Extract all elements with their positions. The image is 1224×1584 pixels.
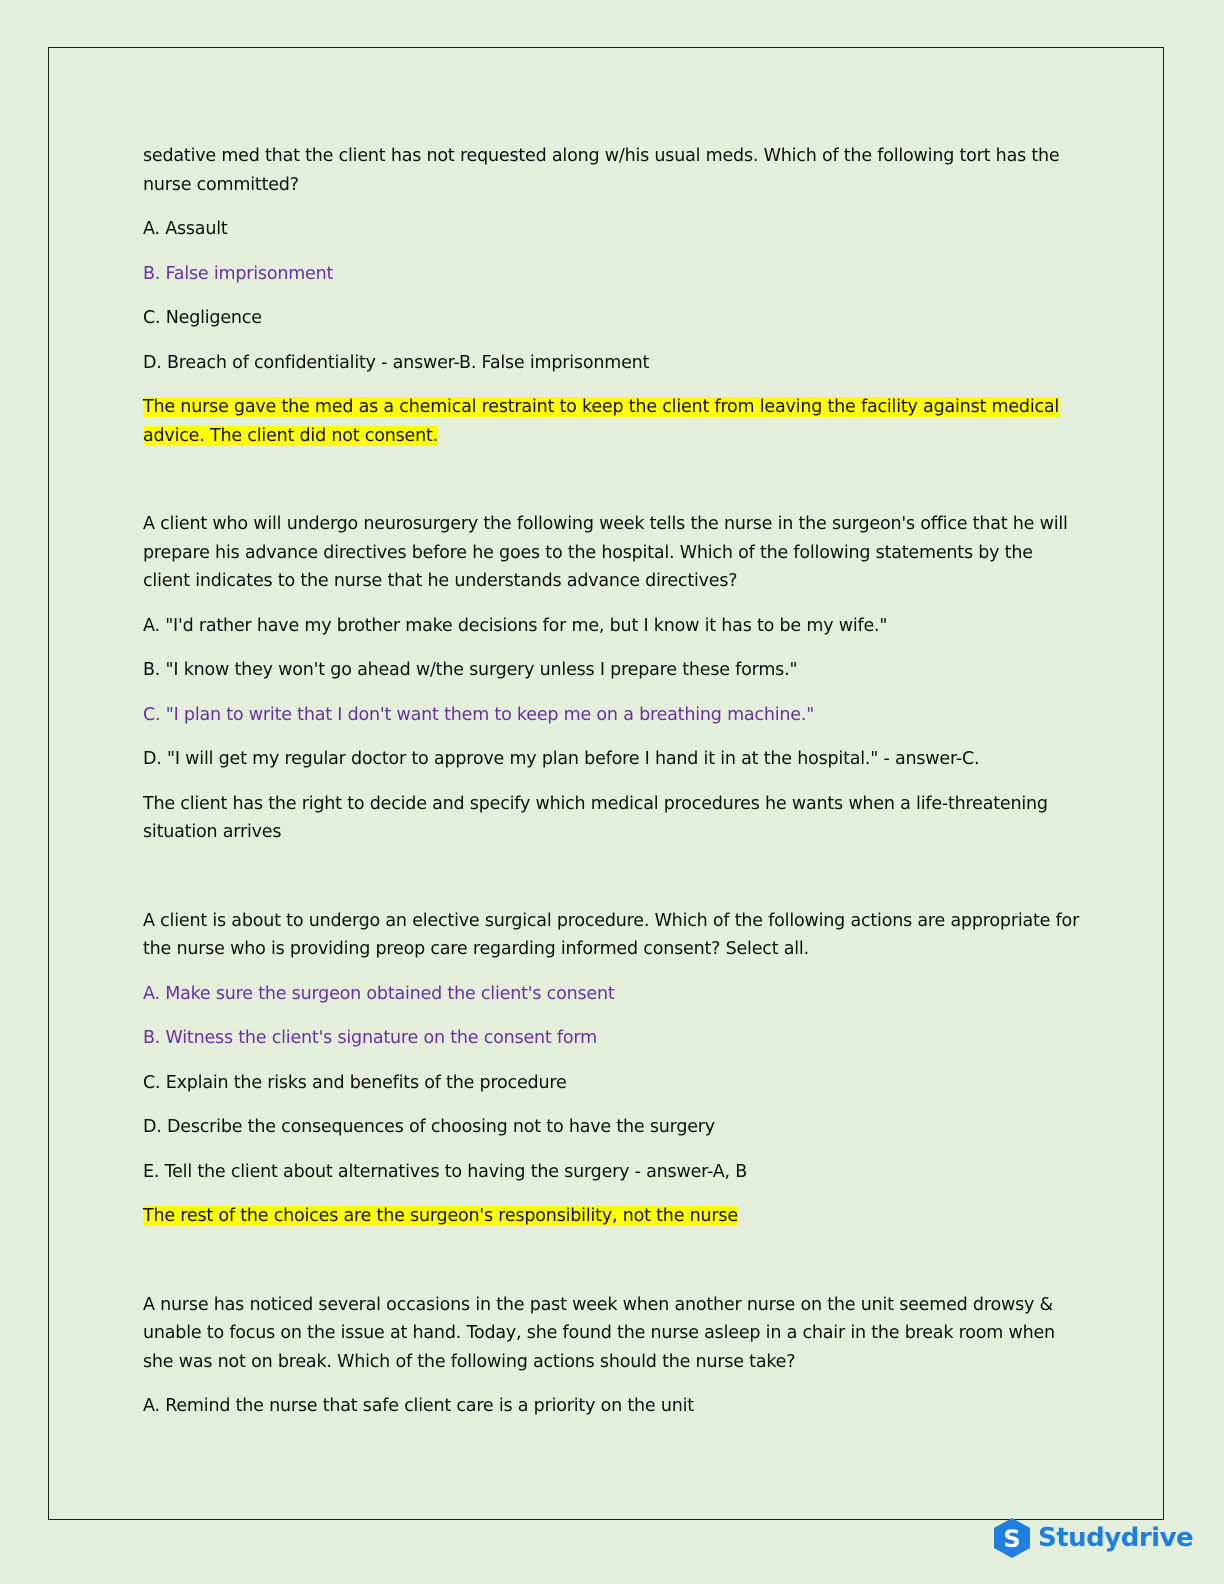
option-d-answer: D. Breach of confidentiality - answer-B. False imprisonment xyxy=(143,352,650,373)
studydrive-logo-icon xyxy=(992,1517,1032,1559)
studydrive-logo[interactable] xyxy=(992,1516,1193,1560)
logo-letter: S xyxy=(1003,1525,1021,1553)
option-c: C. Explain the risks and benefits of the procedure xyxy=(143,1072,567,1093)
option-b-correct: B. Witness the client's signature on the consent form xyxy=(143,1028,597,1048)
option-a-correct: A. Make sure the surgeon obtained the client's consent xyxy=(143,983,615,1004)
option-d-answer: D. "I will get my regular doctor to approve my plan before I hand it in at the hospital." - answer-C. xyxy=(143,749,980,769)
option-d: D. Describe the consequences of choosing not to have the surgery xyxy=(143,1117,715,1137)
option-b-correct: B. False imprisonment xyxy=(143,263,334,284)
rationale: The client has the right to decide and specify which medical procedures he wants when a life-threatening situation arrives xyxy=(143,793,1048,842)
option-b: B. "I know they won't go ahead w/the surgery unless I prepare these forms." xyxy=(143,660,798,680)
option-a: A. Remind the nurse that safe client care is a priority on the unit xyxy=(143,1396,694,1416)
option-c-correct: C. "I plan to write that I don't want them to keep me on a breathing machine." xyxy=(143,704,815,725)
option-c: C. Negligence xyxy=(143,308,262,328)
rationale xyxy=(143,393,1083,450)
brand-name: Studydrive xyxy=(1038,1523,1194,1553)
question-stem: A client who will undergo neurosurgery the following week tells the nurse in the surgeon's office that he will prepare his advance directives before he goes to the hospital. Which of the following statements by the client indicates to the nurse that he understands advance directives? xyxy=(143,514,1068,591)
rationale-highlight: The rest of the choices are the surgeon's responsibility, not the nurse xyxy=(143,1206,738,1226)
option-a: A. Assault xyxy=(143,219,228,239)
option-a: A. "I'd rather have my brother make decisions for me, but I know it has to be my wife." xyxy=(143,615,888,636)
question-stem: A nurse has noticed several occasions in the past week when another nurse on the unit seemed drowsy & unable to focus on the issue at hand. Today, she found the nurse asleep in a chair in the break room when she was not on break. Which of the following actions should the nurse take? xyxy=(143,1294,1055,1372)
option-e-answer: E. Tell the client about alternatives to having the surgery - answer-A, B xyxy=(143,1161,748,1182)
question-stem-continuation: sedative med that the client has not requested along w/his usual meds. Which of the following tort has the nurse committed? xyxy=(143,146,1060,195)
question-stem: A client is about to undergo an elective surgical procedure. Which of the following actions are appropriate for the nurse who is providing preop care regarding informed consent? Select all. xyxy=(143,910,1080,959)
document-body xyxy=(143,142,1083,1437)
rationale-highlight: The nurse gave the med as a chemical restraint to keep the client from leaving the facility against medical advice. The client did not consent. xyxy=(143,397,1060,446)
rationale xyxy=(143,1202,1083,1231)
